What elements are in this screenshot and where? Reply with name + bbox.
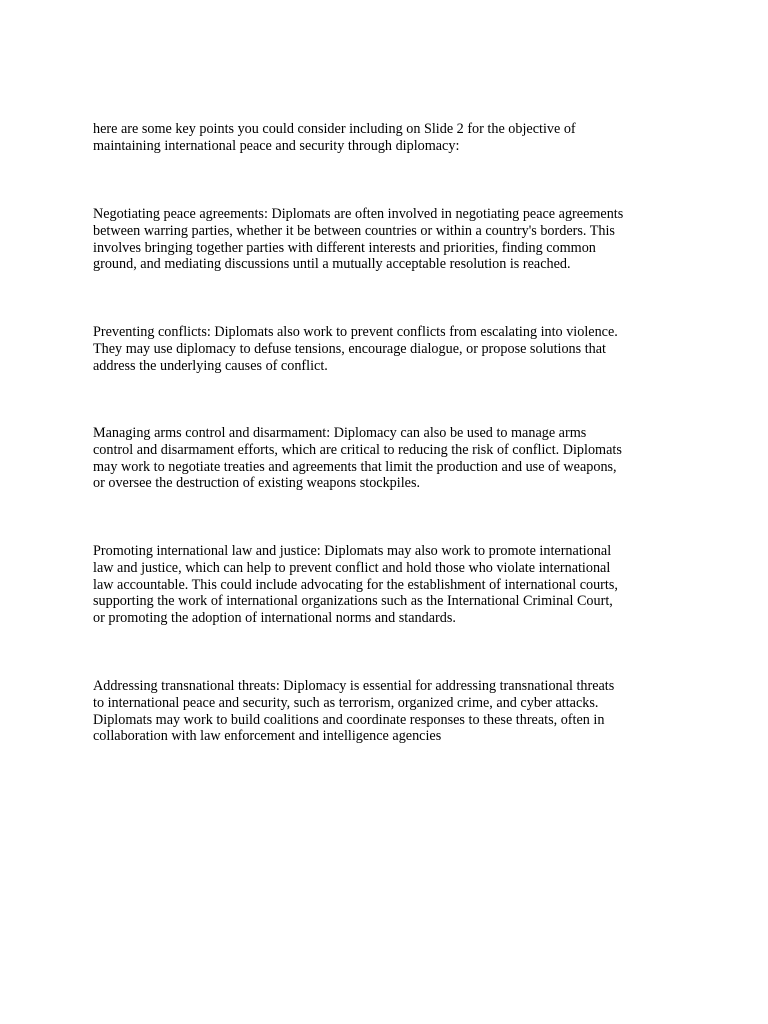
- arms-control-paragraph: [93, 425, 683, 492]
- paragraph-line: law accountable. This could include advocating for the establishment of international courts,: [93, 576, 618, 593]
- paragraph-line: ground, and mediating discussions until a mutually acceptable resolution is reached.: [93, 256, 571, 273]
- intro-paragraph: [93, 121, 683, 155]
- paragraph-line: Managing arms control and disarmament: Diplomacy can also be used to manage arms: [93, 425, 587, 441]
- paragraph-line: Promoting international law and justice: Diplomats may also work to promote international: [93, 543, 612, 559]
- paragraph-line: Preventing conflicts: Diplomats also work to prevent conflicts from escalating into violence.: [93, 324, 618, 340]
- paragraph-line: supporting the work of international organizations such as the International Criminal Court,: [93, 593, 613, 610]
- paragraph-line: Addressing transnational threats: Diplomacy is essential for addressing transnational threats: [93, 678, 615, 694]
- paragraph-line: They may use diplomacy to defuse tensions, encourage dialogue, or propose solutions that: [93, 340, 606, 357]
- international-law-paragraph: [93, 543, 683, 627]
- paragraph-line: between warring parties, whether it be between countries or within a country's borders. This: [93, 222, 615, 239]
- paragraph-line: control and disarmament efforts, which are critical to reducing the risk of conflict. Diplomats: [93, 441, 622, 458]
- paragraph-line: here are some key points you could consider including on Slide 2 for the objective of: [93, 121, 576, 137]
- paragraph-line: collaboration with law enforcement and intelligence agencies: [93, 728, 442, 745]
- paragraph-line: to international peace and security, such as terrorism, organized crime, and cyber attacks.: [93, 694, 599, 711]
- negotiating-peace-paragraph: [93, 206, 683, 273]
- paragraph-line: involves bringing together parties with different interests and priorities, finding common: [93, 239, 596, 256]
- paragraph-line: Negotiating peace agreements: Diplomats are often involved in negotiating peace agreements: [93, 206, 624, 222]
- paragraph-line: Diplomats may work to build coalitions and coordinate responses to these threats, often in: [93, 711, 605, 728]
- paragraph-line: law and justice, which can help to prevent conflict and hold those who violate international: [93, 559, 611, 576]
- paragraph-line: maintaining international peace and security through diplomacy:: [93, 137, 460, 154]
- paragraph-line: may work to negotiate treaties and agreements that limit the production and use of weapons,: [93, 458, 617, 475]
- transnational-threats-paragraph: [93, 678, 683, 745]
- paragraph-line: or promoting the adoption of international norms and standards.: [93, 610, 456, 627]
- paragraph-line: address the underlying causes of conflict.: [93, 357, 328, 374]
- paragraph-line: or oversee the destruction of existing weapons stockpiles.: [93, 475, 421, 492]
- preventing-conflicts-paragraph: [93, 324, 683, 374]
